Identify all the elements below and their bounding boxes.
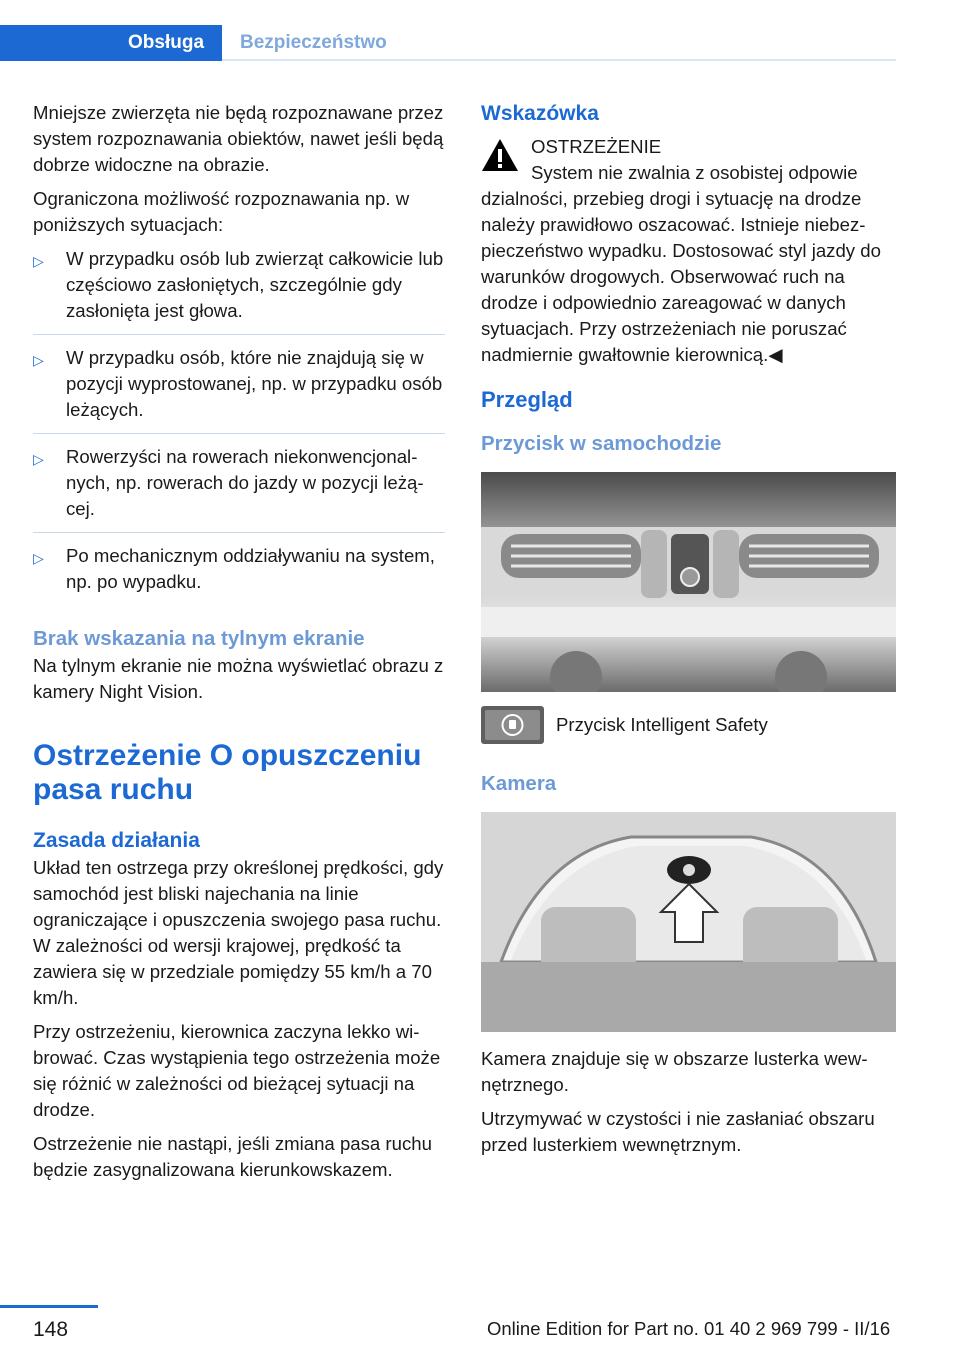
list-item: ▷ W przypadku osób lub zwierząt całkowicie lub częściowo zasłoniętych, szczególnie gdy zasłonięta jest głowa.	[33, 246, 445, 335]
right-column	[481, 100, 896, 1166]
intelligent-safety-button-icon	[481, 706, 544, 744]
button-caption: Przycisk Intelligent Safety	[556, 714, 768, 735]
dashboard-button-photo	[481, 472, 896, 692]
list-item: ▷ W przypadku osób, które nie znajdują się w pozycji wyprostowanej, np. w przypadku osób leżących.	[33, 345, 445, 434]
triangle-bullet-icon: ▷	[33, 253, 44, 269]
list-item: ▷ Rowerzyści na rowerach niekonwencjonalnych, np. rowerach do jazdy w pozycji leżącej.	[33, 444, 445, 533]
triangle-bullet-icon: ▷	[33, 550, 44, 566]
paragraph-principle-1: Układ ten ostrzega przy określonej prędkości, gdy samochód jest bliski najechania na linie ograniczające i opuszczenia swojego pasa ruchu. W zależności od wersji krajowej, prędkość ta zawiera się w przedziale pomiędzy 55 km/h a 70 km/h.	[33, 857, 444, 1008]
limitations-list	[33, 246, 445, 605]
header-tabs	[0, 25, 896, 61]
button-caption-row	[481, 706, 896, 744]
triangle-bullet-icon: ▷	[33, 451, 44, 467]
paragraph-limited-recognition: Ograniczona możliwość rozpoznawania np. w poniższych sytuacjach:	[33, 188, 410, 235]
edition-footer: Online Edition for Part no. 01 40 2 969 799 - II/16	[487, 1318, 891, 1339]
paragraph-camera-location: Kamera znajduje się w obszarze lusterka wewnętrznego.	[481, 1048, 868, 1095]
left-column	[33, 100, 445, 1191]
warning-text: dzialności, przebieg drogi i sytuację na drodze należy prawidłowo oszacować. Istnieje niebezpieczeństwo wypadku. Dostosować styl jazdy do warunków drogowych. Obserwować ruch na drodze i odpowiednio zareagować w danych sytuacjach. Przy ostrzeżeniach nie poruszać nadmiernie gwałtownie kierownicą.◀	[481, 188, 881, 365]
warning-box	[481, 134, 896, 368]
heading-camera: Kamera	[481, 772, 557, 795]
paragraph-principle-3: Ostrzeżenie nie nastąpi, jeśli zmiana pasa ruchu będzie zasygnalizowana kierunkowskazem.	[33, 1133, 432, 1180]
camera-windshield-photo	[481, 812, 896, 1032]
heading-overview: Przegląd	[481, 387, 573, 412]
paragraph-rear-screen: Na tylnym ekranie nie można wyświetlać obrazu z kamery Night Vision.	[33, 655, 444, 702]
page-number: 148	[33, 1318, 69, 1341]
heading-button-in-car: Przycisk w samochodzie	[481, 432, 722, 455]
triangle-bullet-icon: ▷	[33, 352, 44, 368]
list-item: ▷ Po mechanicznym oddziaływaniu na system, np. po wypadku.	[33, 545, 435, 592]
paragraph-small-animals: Mniejsze zwierzęta nie będą rozpoznawane przez system rozpoznawania obiektów, nawet jeśli będą dobrze widoczne na obrazie.	[33, 102, 444, 175]
tab-bezpieczenstwo[interactable]: Bezpieczeństwo	[240, 32, 387, 53]
paragraph-camera-clean: Utrzymywać w czystości i nie zasłaniać obszaru przed lusterkiem wewnętrznym.	[481, 1108, 875, 1155]
warning-triangle-icon	[481, 138, 519, 172]
heading-principle: Zasada działania	[33, 829, 200, 852]
footer-accent-line	[0, 1305, 98, 1308]
heading-tip: Wskazówka	[481, 102, 599, 125]
heading-rear-screen: Brak wskazania na tylnym ekranie	[33, 627, 365, 650]
warning-first-line: System nie zwalnia z osobistej odpowie	[531, 162, 858, 183]
heading-lane-departure: Ostrzeżenie O opuszczeniu pasa ruchu	[33, 739, 422, 806]
paragraph-principle-2: Przy ostrzeżeniu, kierownica zaczyna lekko wibrować. Czas wystąpienia tego ostrzeżenia może się różnić w zależności od bieżącej sytuacji na drodze.	[33, 1021, 441, 1120]
warning-title: OSTRZEŻENIE	[531, 136, 662, 157]
tab-obsluga[interactable]: Obsługa	[0, 25, 222, 61]
